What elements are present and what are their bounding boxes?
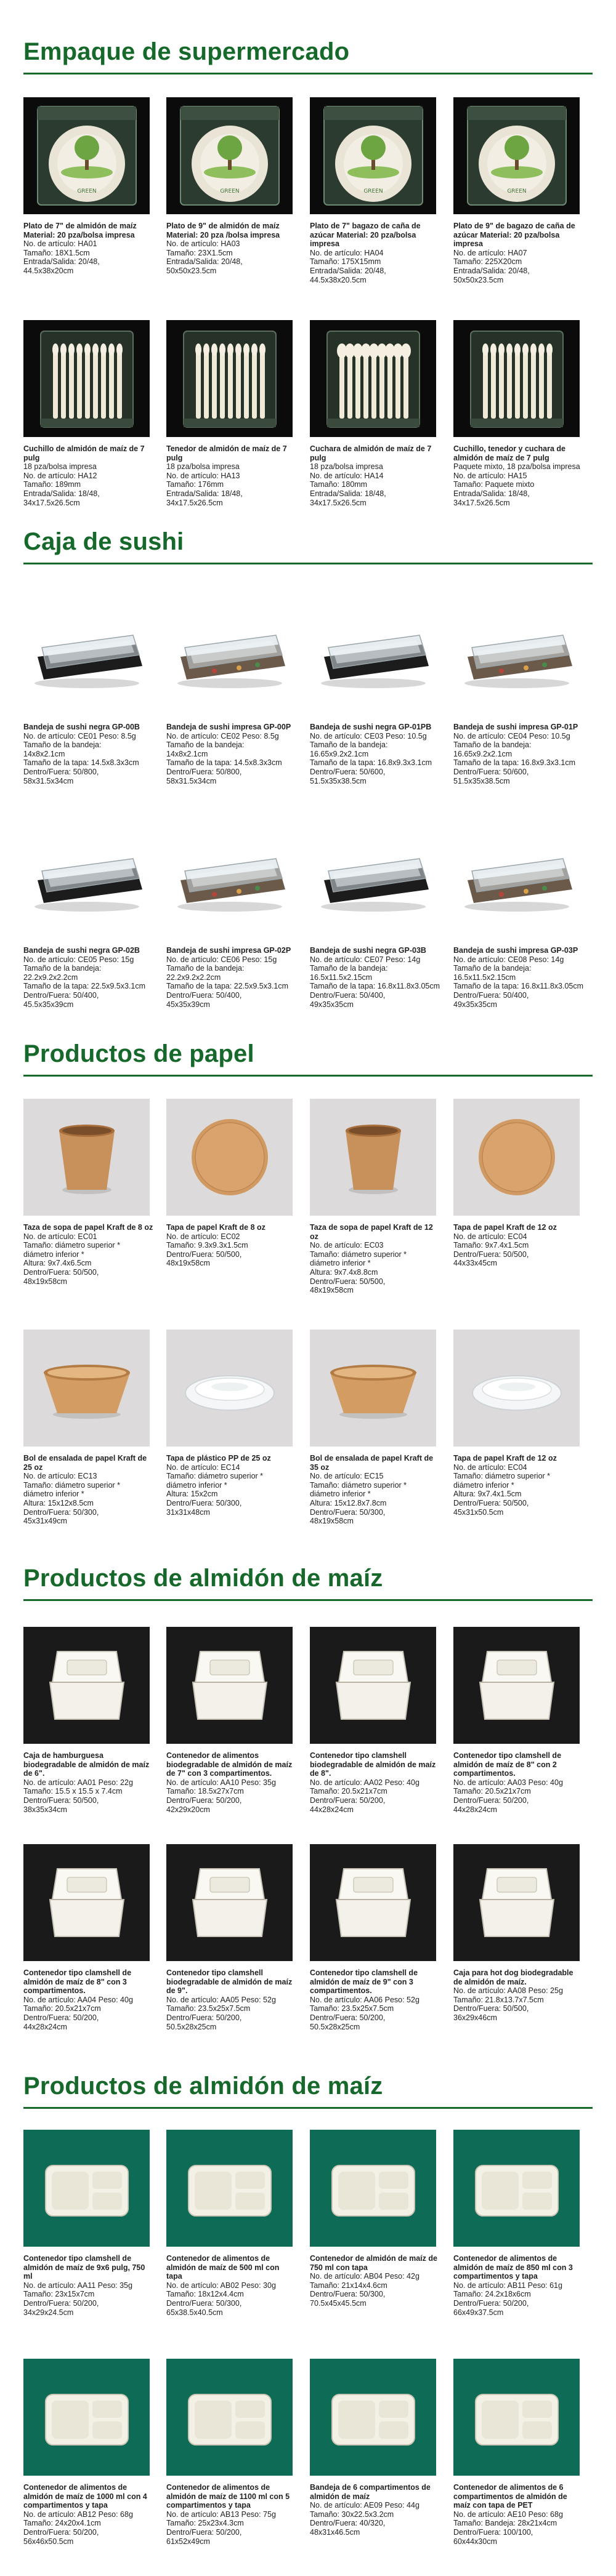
product-name: Cuchara de almidón de maíz de 7 pulg bbox=[310, 444, 432, 462]
product-name: Plato de 9" de bagazo de caña de azúcar Material: 20 pza/bolsa impresa bbox=[453, 222, 575, 249]
clamshell-photo bbox=[310, 1844, 436, 1961]
container-photo bbox=[166, 2359, 293, 2476]
product-caption bbox=[310, 723, 440, 785]
product-name: Contenedor de alimentos de almidón de maíz de 1100 ml con 5 compartimentos y tapa bbox=[166, 2483, 290, 2510]
clamshell-photo bbox=[453, 1844, 580, 1961]
section-title: Productos de almidón de maíz bbox=[23, 2072, 383, 2100]
bagged-cutlery-photo bbox=[166, 320, 293, 437]
product-specs: No. de artículo: CE08 Peso: 14g Tamaño de la bandeja: 16.5x11.5x2.15cm Tamaño de la tapa: 16.8x11.8x3.05cm Dentro/Fuera: 50/400, 49x35x35cm bbox=[453, 955, 584, 1009]
product-specs: No. de artículo: EC02 Tamaño: 9.3x9.3x1.5cm Dentro/Fuera: 50/500, 48x19x58cm bbox=[166, 1232, 248, 1268]
section-title: Caja de sushi bbox=[23, 528, 184, 555]
product-caption bbox=[453, 2254, 584, 2317]
product-caption bbox=[166, 1751, 297, 1814]
bagged-cutlery-photo bbox=[453, 320, 580, 437]
product-specs: No. de artículo: CE05 Peso: 15g Tamaño de la bandeja: 22.2x9.2x2.2cm Tamaño de la tapa: 22.5x9.5x3.1cm Dentro/Fuera: 50/400, 45.5x35x39cm bbox=[23, 955, 146, 1009]
product-name: Tapa de plástico PP de 25 oz bbox=[166, 1454, 271, 1463]
product-name: Taza de sopa de papel Kraft de 12 oz bbox=[310, 1223, 433, 1241]
product-name: Bandeja de sushi impresa GP-00P bbox=[166, 723, 291, 731]
product-name: Contenedor de alimentos de almidón de maíz de 500 ml con tapa bbox=[166, 2254, 280, 2281]
product-specs: No. de artículo: EC01 Tamaño: diámetro superior * diámetro inferior * Altura: 9x7.4x6.5cm Dentro/Fuera: 50/500, 48x19x58cm bbox=[23, 1232, 121, 1286]
product-specs: No. de artículo: HA07 Tamaño: 225X20cm Entrada/Salida: 20/48, 50x50x23.5cm bbox=[453, 248, 530, 284]
product-name: Cuchillo de almidón de maíz de 7 pulg bbox=[23, 444, 145, 462]
product-name: Contenedor tipo clamshell de almidón de maíz de 9" con 3 compartimentos. bbox=[310, 1968, 418, 1996]
svg-text:GREEN: GREEN bbox=[363, 188, 383, 195]
product-specs: No. de artículo: AB12 Peso: 68g Tamaño: 24x20x4.1cm Dentro/Fuera: 50/200, 56x46x50.5cm bbox=[23, 2510, 133, 2546]
product-caption bbox=[453, 2483, 584, 2546]
product-name: Caja de hamburguesa biodegradable de almidón de maíz de 6". bbox=[23, 1751, 150, 1778]
product-caption bbox=[166, 2254, 297, 2317]
section-title: Empaque de supermercado bbox=[23, 38, 350, 65]
product-name: Tapa de papel Kraft de 8 oz bbox=[166, 1223, 265, 1232]
product-caption bbox=[166, 2483, 297, 2546]
product-specs: No. de artículo: EC03 Tamaño: diámetro superior * diámetro inferior * Altura: 9x7.4x8.8cm Dentro/Fuera: 50/500, 48x19x58cm bbox=[310, 1241, 407, 1295]
section-divider bbox=[23, 1075, 593, 1077]
product-name: Contenedor de alimentos de 6 compartimentos de almidón de maíz con tapa de PET bbox=[453, 2483, 567, 2510]
sushi-tray-photo bbox=[453, 598, 580, 715]
product-name: Bandeja de sushi negra GP-01PB bbox=[310, 723, 432, 731]
product-specs: No. de artículo: EC04 Tamaño: diámetro superior * diámetro inferior * Altura: 9x7.4x1.5cm Dentro/Fuera: 50/500, 45x31x50.5cm bbox=[453, 1463, 551, 1517]
product-specs: No. de artículo: AA08 Peso: 25g Tamaño: 21.8x13.7x7.5cm Dentro/Fuera: 50/500, 36x29x46cm bbox=[453, 1986, 563, 2022]
product-specs: No. de artículo: HA04 Tamaño: 175X15mm Entrada/Salida: 20/48, 44.5x38x20.5cm bbox=[310, 248, 386, 284]
product-caption bbox=[453, 1751, 584, 1814]
product-specs: No. de artículo: CE02 Peso: 8.5g Tamaño de la bandeja: 14x8x2.1cm Tamaño de la tapa: 14.5x8.3x3cm Dentro/Fuera: 50/800, 58x31.5x34cm bbox=[166, 731, 282, 785]
product-specs: No. de artículo: EC15 Tamaño: diámetro superior * diámetro inferior * Altura: 15x12.8x7.8cm Dentro/Fuera: 50/300, 48x19x58cm bbox=[310, 1472, 407, 1526]
product-caption bbox=[23, 1968, 154, 2031]
product-name: Bandeja de sushi negra GP-00B bbox=[23, 723, 140, 731]
svg-text:GREEN: GREEN bbox=[76, 188, 97, 195]
product-specs: 18 pza/bolsa impresa No. de artículo: HA14 Tamaño: 180mm Entrada/Salida: 18/48, 34x17.5x26.5cm bbox=[310, 462, 386, 507]
sushi-tray-photo bbox=[310, 822, 436, 939]
product-specs: No. de artículo: AA06 Peso: 52g Tamaño: 23.5x25x7.5cm Dentro/Fuera: 50/200, 50.5x28x25cm bbox=[310, 1995, 419, 2031]
product-name: Bandeja de 6 compartimentos de almidón de maíz bbox=[310, 2483, 431, 2501]
product-specs: No. de artículo: CE04 Peso: 10.5g Tamaño de la bandeja: 16.65x9.2x2.1cm Tamaño de la tapa: 16.8x9.3x3.1cm Dentro/Fuera: 50/600, 51.5x35x38.5cm bbox=[453, 731, 576, 785]
product-caption bbox=[310, 1223, 440, 1295]
product-name: Bol de ensalada de papel Kraft de 25 oz bbox=[23, 1454, 147, 1472]
product-name: Bandeja de sushi negra GP-02B bbox=[23, 946, 140, 955]
sushi-tray-photo bbox=[23, 598, 150, 715]
container-photo bbox=[310, 2359, 436, 2476]
container-photo bbox=[453, 2359, 580, 2476]
clamshell-photo bbox=[453, 1627, 580, 1744]
product-caption bbox=[166, 946, 297, 1009]
product-caption bbox=[23, 1751, 154, 1814]
kraft-lid-photo bbox=[453, 1099, 580, 1216]
product-name: Contenedor tipo clamshell de almidón de maíz de 9x6 pulg, 750 ml bbox=[23, 2254, 145, 2281]
product-caption bbox=[310, 1454, 440, 1526]
product-caption bbox=[23, 222, 154, 276]
clamshell-photo bbox=[166, 1627, 293, 1744]
product-caption bbox=[166, 444, 297, 507]
clamshell-photo bbox=[310, 1627, 436, 1744]
plastic-lid-photo bbox=[166, 1330, 293, 1446]
product-caption bbox=[453, 1223, 584, 1268]
product-specs: No. de artículo: AE10 Peso: 68g Tamaño: Bandeja: 28x21x4cm Dentro/Fuera: 100/100, 60x44x30cm bbox=[453, 2510, 563, 2546]
kraft-cup-photo bbox=[23, 1099, 150, 1216]
product-specs: No. de artículo: AB11 Peso: 61g Tamaño: 24.2x18x6cm Dentro/Fuera: 50/200, 66x49x37.5cm bbox=[453, 2281, 562, 2317]
container-photo bbox=[310, 2130, 436, 2247]
kraft-bowl-photo bbox=[23, 1330, 150, 1446]
product-name: Contenedor de alimentos de almidón de maíz de 1000 ml con 4 compartimentos y tapa bbox=[23, 2483, 147, 2510]
product-name: Tapa de papel Kraft de 12 oz bbox=[453, 1454, 557, 1463]
product-specs: No. de artículo: AA05 Peso: 52g Tamaño: 23.5x25x7.5cm Dentro/Fuera: 50/200, 50.5x28x25cm bbox=[166, 1995, 276, 2031]
product-caption bbox=[310, 2483, 440, 2537]
product-specs: No. de artículo: AA03 Peso: 40g Tamaño: 20.5x21x7cm Dentro/Fuera: 50/200, 44x28x24cm bbox=[453, 1778, 563, 1814]
section-divider bbox=[23, 1599, 593, 1601]
product-specs: No. de artículo: AB04 Peso: 42g Tamaño: 21x14x4.6cm Dentro/Fuera: 50/300, 70.5x45x45.5cm bbox=[310, 2272, 419, 2308]
sushi-tray-photo bbox=[453, 822, 580, 939]
product-caption bbox=[310, 1751, 440, 1814]
product-caption bbox=[23, 2254, 154, 2317]
product-name: Bandeja de sushi impresa GP-02P bbox=[166, 946, 291, 955]
product-name: Contenedor tipo clamshell de almidón de maíz de 8" con 3 compartimentos. bbox=[23, 1968, 132, 1996]
product-specs: No. de artículo: CE06 Peso: 15g Tamaño de la bandeja: 22.2x9.2x2.2cm Tamaño de la tapa: 22.5x9.5x3.1cm Dentro/Fuera: 50/400, 45x35x39cm bbox=[166, 955, 289, 1009]
product-specs: No. de artículo: CE03 Peso: 10.5g Tamaño de la bandeja: 16.65x9.2x2.1cm Tamaño de la tapa: 16.8x9.3x3.1cm Dentro/Fuera: 50/600, 51.5x35x38.5cm bbox=[310, 731, 432, 785]
svg-text:GREEN: GREEN bbox=[506, 188, 527, 195]
sushi-tray-photo bbox=[166, 822, 293, 939]
product-specs: No. de artículo: CE01 Peso: 8.5g Tamaño de la bandeja: 14x8x2.1cm Tamaño de la tapa: 14.5x8.3x3cm Dentro/Fuera: 50/800, 58x31.5x34cm bbox=[23, 731, 139, 785]
product-name: Plato de 9" de almidón de maíz Material: 20 pza /bolsa impresa bbox=[166, 222, 280, 239]
product-name: Caja para hot dog biodegradable de almidón de maíz. bbox=[453, 1968, 573, 1986]
product-specs: No. de artículo: AA01 Peso: 22g Tamaño: 15.5 x 15.5 x 7.4cm Dentro/Fuera: 50/500, 38x35x34cm bbox=[23, 1778, 133, 1814]
bagged-plate-photo bbox=[166, 97, 293, 214]
product-name: Contenedor tipo clamshell biodegradable de almidón de maíz de 8". bbox=[310, 1751, 436, 1778]
product-specs: No. de artículo: HA01 Tamaño: 18X1.5cm Entrada/Salida: 20/48, 44.5x38x20cm bbox=[23, 239, 100, 275]
product-name: Contenedor tipo clamshell biodegradable de almidón de maíz de 9". bbox=[166, 1968, 293, 1996]
clamshell-photo bbox=[23, 1627, 150, 1744]
product-specs: 18 pza/bolsa impresa No. de artículo: HA13 Tamaño: 176mm Entrada/Salida: 18/48, 34x17.5x26.5cm bbox=[166, 462, 243, 507]
section-title: Productos de almidón de maíz bbox=[23, 1565, 383, 1592]
product-caption bbox=[310, 222, 440, 284]
container-photo bbox=[453, 2130, 580, 2247]
product-caption bbox=[166, 1454, 297, 1517]
product-specs: No. de artículo: EC14 Tamaño: diámetro superior * diámetro inferior * Altura: 15x2cm Dentro/Fuera: 50/300, 31x31x48cm bbox=[166, 1463, 264, 1517]
section-divider bbox=[23, 563, 593, 564]
product-caption bbox=[310, 444, 440, 507]
sushi-tray-photo bbox=[166, 598, 293, 715]
product-name: Contenedor de almidón de maíz de 750 ml con tapa bbox=[310, 2254, 437, 2272]
product-specs: No. de artículo: AA10 Peso: 35g Tamaño: 18.5x27x7cm Dentro/Fuera: 50/200, 42x29x20cm bbox=[166, 1778, 276, 1814]
product-caption bbox=[23, 1223, 154, 1286]
product-caption bbox=[166, 1223, 297, 1268]
product-specs: No. de artículo: AA04 Peso: 40g Tamaño: 20.5x21x7cm Dentro/Fuera: 50/200, 44x28x24cm bbox=[23, 1995, 133, 2031]
product-caption bbox=[23, 2483, 154, 2546]
product-caption bbox=[23, 723, 154, 785]
product-specs: No. de artículo: AE09 Peso: 44g Tamaño: 30x22.5x3.2cm Dentro/Fuera: 40/320, 48x31x46.5cm bbox=[310, 2501, 419, 2537]
product-specs: 18 pza/bolsa impresa No. de artículo: HA12 Tamaño: 189mm Entrada/Salida: 18/48, 34x17.5x26.5cm bbox=[23, 462, 100, 507]
product-name: Cuchillo, tenedor y cuchara de almidón de maíz de 7 pulg bbox=[453, 444, 565, 462]
product-caption bbox=[23, 946, 154, 1009]
svg-text:GREEN: GREEN bbox=[219, 188, 240, 195]
product-name: Contenedor tipo clamshell de almidón de maíz de 8" con 2 compartimentos. bbox=[453, 1751, 562, 1778]
product-caption bbox=[166, 222, 297, 276]
product-name: Bandeja de sushi impresa GP-03P bbox=[453, 946, 578, 955]
section-title: Productos de papel bbox=[23, 1040, 254, 1067]
kraft-lid-photo bbox=[166, 1099, 293, 1216]
clamshell-photo bbox=[23, 1844, 150, 1961]
sushi-tray-photo bbox=[310, 598, 436, 715]
product-caption bbox=[310, 2254, 440, 2308]
product-specs: No. de artículo: AB02 Peso: 30g Tamaño: 18x12x4.4cm Dentro/Fuera: 50/300, 65x38.5x40.5cm bbox=[166, 2281, 276, 2317]
product-specs: No. de artículo: EC04 Tamaño: 9x7.4x1.5cm Dentro/Fuera: 50/500, 44x33x45cm bbox=[453, 1232, 529, 1268]
container-photo bbox=[23, 2130, 150, 2247]
bagged-cutlery-photo bbox=[23, 320, 150, 437]
product-name: Taza de sopa de papel Kraft de 8 oz bbox=[23, 1223, 153, 1232]
product-caption bbox=[23, 444, 154, 507]
plastic-lid-photo bbox=[453, 1330, 580, 1446]
bagged-plate-photo bbox=[453, 97, 580, 214]
product-caption bbox=[453, 946, 584, 1009]
container-photo bbox=[23, 2359, 150, 2476]
kraft-bowl-photo bbox=[310, 1330, 436, 1446]
product-name: Contenedor de alimentos biodegradable de almidón de maíz de 7" con 3 compartimentos. bbox=[166, 1751, 293, 1778]
product-name: Plato de 7" de almidón de maíz Material: 20 pza/bolsa impresa bbox=[23, 222, 137, 239]
product-name: Tapa de papel Kraft de 12 oz bbox=[453, 1223, 557, 1232]
product-name: Bol de ensalada de papel Kraft de 35 oz bbox=[310, 1454, 434, 1472]
product-name: Bandeja de sushi impresa GP-01P bbox=[453, 723, 578, 731]
product-specs: No. de artículo: EC13 Tamaño: diámetro superior * diámetro inferior * Altura: 15x12x8.5cm Dentro/Fuera: 50/300, 45x31x49cm bbox=[23, 1472, 121, 1526]
section-divider bbox=[23, 73, 593, 74]
bagged-plate-photo bbox=[23, 97, 150, 214]
product-caption bbox=[166, 723, 297, 785]
product-name: Bandeja de sushi negra GP-03B bbox=[310, 946, 426, 955]
product-caption bbox=[453, 1968, 584, 2023]
product-specs: No. de artículo: AA02 Peso: 40g Tamaño: 20.5x21x7cm Dentro/Fuera: 50/200, 44x28x24cm bbox=[310, 1778, 419, 1814]
product-specs: Paquete mixto, 18 pza/bolsa impresa No. de artículo: HA15 Tamaño: Paquete mixto Entrada/Salida: 18/48, 34x17.5x26.5cm bbox=[453, 462, 580, 507]
product-caption bbox=[166, 1968, 297, 2031]
container-photo bbox=[166, 2130, 293, 2247]
section-divider bbox=[23, 2107, 593, 2109]
bagged-plate-photo bbox=[310, 97, 436, 214]
product-specs: No. de artículo: AB13 Peso: 75g Tamaño: 25x23x4.3cm Dentro/Fuera: 50/200, 61x52x49cm bbox=[166, 2510, 276, 2546]
product-name: Tenedor de almidón de maíz de 7 pulg bbox=[166, 444, 287, 462]
kraft-cup-photo bbox=[310, 1099, 436, 1216]
product-name: Contenedor de alimentos de almidón de maíz de 850 ml con 3 compartimentos y tapa bbox=[453, 2254, 573, 2281]
product-caption bbox=[453, 1454, 584, 1517]
product-caption bbox=[310, 1968, 440, 2031]
sushi-tray-photo bbox=[23, 822, 150, 939]
product-caption bbox=[453, 444, 584, 507]
product-specs: No. de artículo: AA11 Peso: 35g Tamaño: 23x15x7cm Dentro/Fuera: 50/200, 34x29x24.5cm bbox=[23, 2281, 132, 2317]
product-specs: No. de artículo: CE07 Peso: 14g Tamaño de la bandeja: 16.5x11.5x2.15cm Tamaño de la tapa: 16.8x11.8x3.05cm Dentro/Fuera: 50/400, 49x35x35cm bbox=[310, 955, 440, 1009]
product-caption bbox=[23, 1454, 154, 1526]
product-specs: No. de artículo: HA03 Tamaño: 23X1.5cm Entrada/Salida: 20/48, 50x50x23.5cm bbox=[166, 239, 243, 275]
product-caption bbox=[453, 723, 584, 785]
bagged-cutlery-photo bbox=[310, 320, 436, 437]
product-caption bbox=[310, 946, 440, 1009]
product-caption bbox=[453, 222, 584, 284]
clamshell-photo bbox=[166, 1844, 293, 1961]
product-name: Plato de 7" bagazo de caña de azúcar Material: 20 pza/bolsa impresa bbox=[310, 222, 421, 249]
